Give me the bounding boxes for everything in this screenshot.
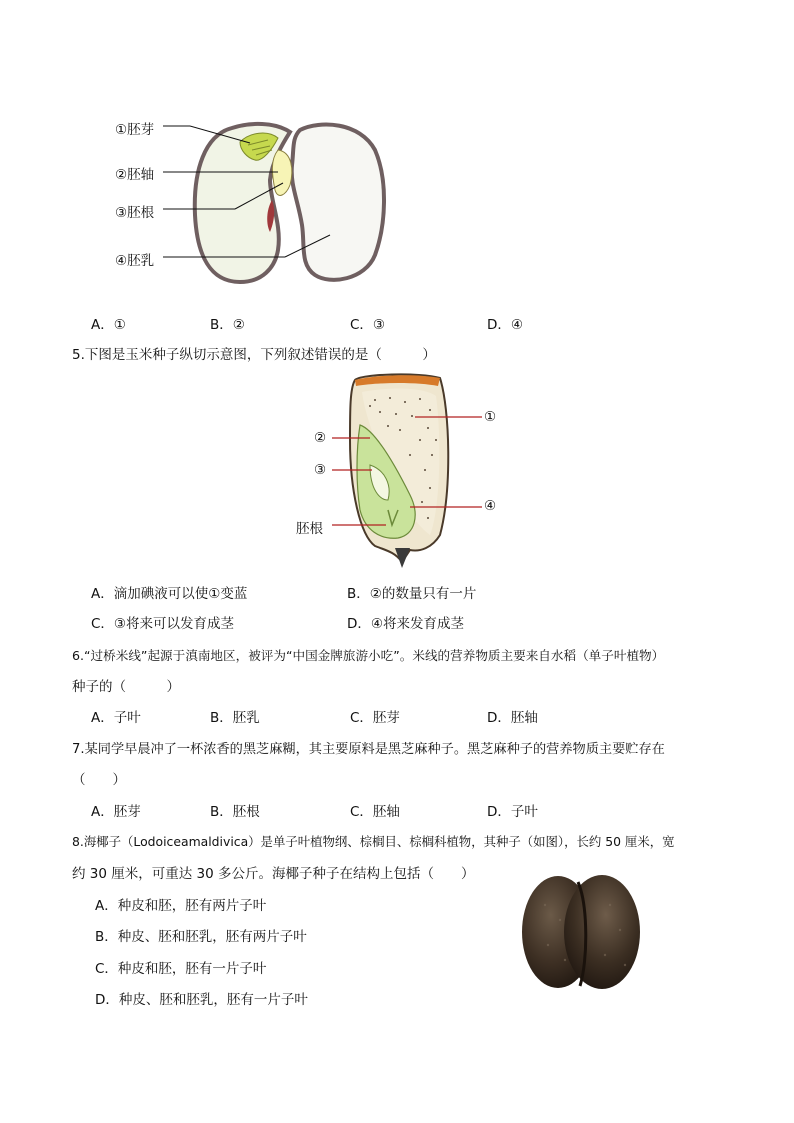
- corn-label-radicle: 胚根: [296, 521, 323, 537]
- bean-label-hypocotyl: ②胚轴: [115, 167, 155, 183]
- corn-label-4: ④: [484, 498, 497, 514]
- q5-stem: 5.下图是玉米种子纵切示意图，下列叙述错误的是（ ）: [72, 347, 436, 363]
- q6-option-a[interactable]: A．子叶: [91, 710, 141, 726]
- q6-stem-line2: 种子的（ ）: [72, 679, 180, 695]
- corn-label-1: ①: [484, 409, 497, 425]
- q7-option-d[interactable]: D．子叶: [487, 804, 538, 820]
- bean-label-endosperm: ④胚乳: [115, 253, 155, 269]
- bean-label-plumule: ①胚芽: [115, 122, 155, 138]
- q6-option-d[interactable]: D．胚轴: [487, 710, 538, 726]
- q4-option-b[interactable]: B．②: [210, 317, 245, 333]
- q8-stem-line1: 8.海椰子（Lodoiceamaldivica）是单子叶植物纲、棕榈目、棕榈科植物，其种子（如图），长约 50 厘米，宽: [72, 834, 675, 849]
- corn-label-2: ②: [314, 430, 327, 446]
- q5-option-a[interactable]: A．滴加碘液可以使①变蓝: [91, 586, 248, 602]
- q4-option-d[interactable]: D．④: [487, 317, 523, 333]
- q5-option-b[interactable]: B．②的数量只有一片: [347, 586, 477, 602]
- q5-option-c[interactable]: C．③将来可以发育成茎: [91, 616, 235, 632]
- corn-seed-diagram: [0, 370, 794, 590]
- q7-stem-line1: 7.某同学早晨冲了一杯浓香的黑芝麻糊，其主要原料是黑芝麻种子。黑芝麻种子的营养物质主要贮存在: [72, 742, 665, 757]
- q8-option-c[interactable]: C．种皮和胚，胚有一片子叶: [95, 961, 267, 977]
- q7-option-c[interactable]: C．胚轴: [350, 804, 400, 820]
- q6-option-c[interactable]: C．胚芽: [350, 710, 400, 726]
- q7-stem-line2: （ ）: [72, 772, 126, 788]
- q8-option-d[interactable]: D．种皮、胚和胚乳，胚有一片子叶: [95, 992, 308, 1008]
- q4-option-a[interactable]: A．①: [91, 317, 126, 333]
- q4-option-c[interactable]: C．③: [350, 317, 386, 333]
- corn-label-3: ③: [314, 462, 327, 478]
- q7-option-a[interactable]: A．胚芽: [91, 804, 141, 820]
- q7-option-b[interactable]: B．胚根: [210, 804, 260, 820]
- q8-option-b[interactable]: B．种皮、胚和胚乳，胚有两片子叶: [95, 929, 307, 945]
- sea-coconut-photo: [0, 860, 794, 1020]
- q8-option-a[interactable]: A．种皮和胚，胚有两片子叶: [95, 898, 267, 914]
- q6-stem-line1: 6.“过桥米线”起源于滇南地区，被评为“中国金牌旅游小吃”。米线的营养物质主要来自水稻（单子叶植物）: [72, 648, 665, 663]
- q8-stem-line2: 约 30 厘米，可重达 30 多公斤。海椰子种子在结构上包括（ ）: [72, 866, 475, 882]
- q6-option-b[interactable]: B．胚乳: [210, 710, 260, 726]
- bean-label-radicle: ③胚根: [115, 205, 155, 221]
- q5-option-d[interactable]: D．④将来发育成茎: [347, 616, 464, 632]
